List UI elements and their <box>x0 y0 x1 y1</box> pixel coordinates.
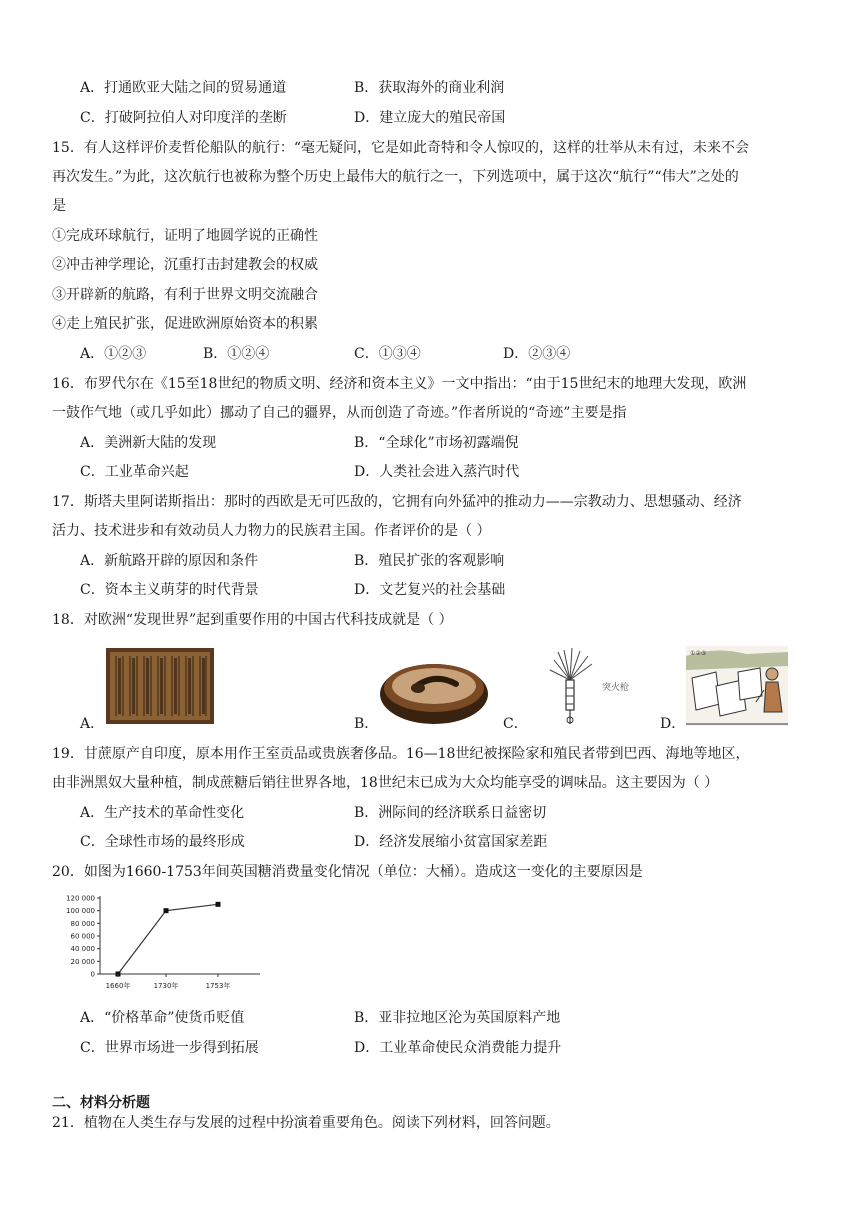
q19-option-b: B．洲际间的经济联系日益密切 <box>354 805 547 821</box>
q17-option-d: D．文艺复兴的社会基础 <box>354 582 506 598</box>
q17-stem-line1: 17．斯塔夫里阿诺斯指出：那时的西欧是无可匹敌的，它拥有向外猛冲的推动力——宗教动力、思想骚动、经济 <box>52 494 742 510</box>
compass-image <box>378 654 490 730</box>
q17-stem-line2: 活力、技术进步和有效动员人力物力的民族君主国。作者评价的是（ ） <box>52 523 491 539</box>
series-line <box>118 904 218 974</box>
section-title: 二、材料分析题 <box>52 1095 150 1111</box>
q15-stem-line3: 是 <box>52 198 66 214</box>
q18-option-c: C． <box>503 716 528 732</box>
y-tick-label: 80 000 <box>70 919 95 928</box>
q15-item-2: ②冲击神学理论，沉重打击封建教会的权威 <box>52 257 318 273</box>
q19-stem-line1: 19．甘蔗原产自印度，原本用作王室贡品或贵族奢侈品。16—18世纪被探险家和殖民者带到巴西、海地等地区， <box>52 746 750 762</box>
q14-option-d: D．建立庞大的殖民帝国 <box>354 110 506 126</box>
x-tick-label: 1753年 <box>205 982 231 990</box>
q15-option-b: B．①②④ <box>203 346 270 362</box>
q21-stem: 21．植物在人类生存与发展的过程中扮演着重要角色。阅读下列材料，回答问题。 <box>52 1115 560 1131</box>
q20-option-a: A．“价格革命”使货币贬值 <box>80 1010 245 1026</box>
q16-option-d: D．人类社会进入蒸汽时代 <box>354 464 520 480</box>
printed-book-image <box>106 648 214 728</box>
x-tick-label: 1660年 <box>105 982 131 990</box>
q17-option-c: C．资本主义萌芽的时代背景 <box>80 582 259 598</box>
q16-option-c: C．工业革命兴起 <box>80 464 189 480</box>
q19-stem-line2: 由非洲黑奴大量种植，制成蔗糖后销往世界各地，18世纪末已成为大众均能享受的调味品。这主要因为（ ） <box>52 775 719 791</box>
y-tick-label: 40 000 <box>70 945 95 954</box>
q17-option-a: A．新航路开辟的原因和条件 <box>80 553 259 569</box>
fire-lance-image <box>548 646 634 730</box>
q15-item-4: ④走上殖民扩张，促进欧洲原始资本的积累 <box>52 316 318 332</box>
svg-text:①②③: ①②③ <box>690 650 707 657</box>
q20-option-c: C．世界市场进一步得到拓展 <box>80 1040 259 1056</box>
y-tick-label: 60 000 <box>70 932 95 941</box>
q19-option-a: A．生产技术的革命性变化 <box>80 805 245 821</box>
q18-option-b: B． <box>354 716 379 732</box>
q18-option-a: A． <box>80 716 105 732</box>
sugar-consumption-chart <box>56 890 266 1002</box>
q16-option-a: A．美洲新大陆的发现 <box>80 435 217 451</box>
q20-option-d: D．工业革命使民众消费能力提升 <box>354 1040 562 1056</box>
q14-option-a: A．打通欧亚大陆之间的贸易通道 <box>80 80 287 96</box>
q20-stem-line1: 20．如图为1660-1753年间英国糖消费量变化情况（单位：大桶）。造成这一变化的主要原因是 <box>52 864 643 880</box>
y-tick-label: 120 000 <box>66 894 95 903</box>
q17-option-b: B．殖民扩张的客观影响 <box>354 553 505 569</box>
y-tick-label: 20 000 <box>70 957 95 966</box>
q14-option-c: C．打破阿拉伯人对印度洋的垄断 <box>80 110 287 126</box>
q16-stem-line2: 一鼓作气地（或几乎如此）挪动了自己的疆界，从而创造了奇迹。”作者所说的“奇迹”主要是指 <box>52 405 627 421</box>
fire-lance-caption: 突火枪 <box>602 683 630 693</box>
papermaking-image <box>686 646 788 732</box>
q15-option-a: A．①②③ <box>80 346 147 362</box>
q19-option-d: D．经济发展缩小贫富国家差距 <box>354 834 548 850</box>
q20-option-b: B．亚非拉地区沦为英国原料产地 <box>354 1010 561 1026</box>
x-tick-label: 1730年 <box>153 982 179 990</box>
q18-stem-line1: 18．对欧洲“发现世界”起到重要作用的中国古代科技成就是（ ） <box>52 612 453 628</box>
q16-option-b: B．“全球化”市场初露端倪 <box>354 435 519 451</box>
q15-item-3: ③开辟新的航路，有利于世界文明交流融合 <box>52 287 318 303</box>
q16-stem-line1: 16．布罗代尔在《15至18世纪的物质文明、经济和资本主义》一文中指出：“由于15世纪末的地理大发现，欧洲 <box>52 376 747 392</box>
y-tick-label: 100 000 <box>66 907 95 916</box>
q19-option-c: C．全球性市场的最终形成 <box>80 834 245 850</box>
q15-item-1: ①完成环球航行，证明了地圆学说的正确性 <box>52 228 318 244</box>
q15-stem-line1: 15．有人这样评价麦哲伦船队的航行：“毫无疑问，它是如此奇特和令人惊叹的，这样的壮举从未有过，未来不会 <box>52 140 749 156</box>
data-point <box>164 908 169 913</box>
q15-stem-line2: 再次发生。”为此，这次航行也被称为整个历史上最伟大的航行之一，下列选项中，属于这次“航行”“伟大”之处的 <box>52 169 739 185</box>
q18-option-d: D． <box>660 716 686 732</box>
data-point <box>216 902 221 907</box>
y-tick-label: 0 <box>90 970 95 979</box>
q15-option-c: C．①③④ <box>354 346 421 362</box>
q14-option-b: B．获取海外的商业利润 <box>354 80 505 96</box>
q15-option-d: D．②③④ <box>503 346 571 362</box>
